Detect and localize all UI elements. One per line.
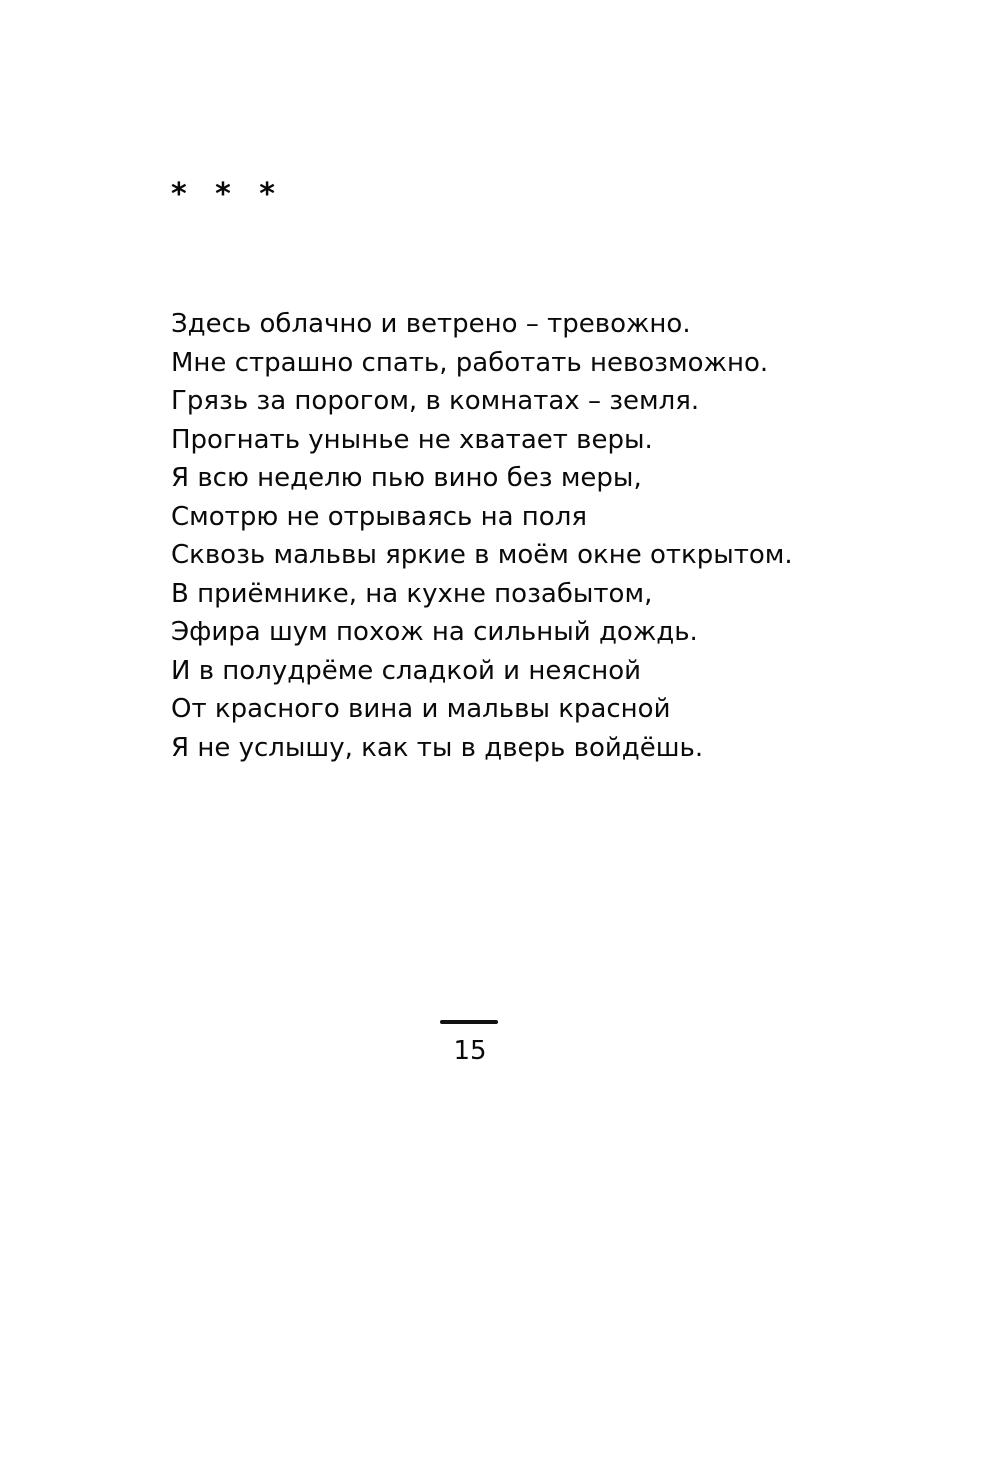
page-number: 15 — [453, 1036, 487, 1066]
poem-line: Сквозь мальвы яркие в моём окне открытом. — [171, 540, 793, 570]
poem-line: Прогнать унынье не хватает веры. — [171, 424, 653, 455]
poem — [171, 305, 931, 767]
poem-line: Я не услышу, как ты в дверь войдёшь. — [171, 732, 704, 763]
poem-line: От красного вина и мальвы красной — [171, 694, 671, 724]
footer-rule — [440, 1020, 498, 1024]
poem-line: Грязь за порогом, в комнатах – земля. — [171, 386, 700, 416]
poem-line: Эфира шум похож на сильный дождь. — [171, 617, 698, 647]
poem-line: Здесь облачно и ветрено – тревожно. — [171, 309, 691, 339]
poem-line: В приёмнике, на кухне позабытом, — [171, 578, 653, 609]
poem-line: Я всю неделю пью вино без меры, — [171, 463, 642, 493]
poem-line: И в полудрёме сладкой и неясной — [171, 655, 642, 686]
section-separator: * * * — [171, 177, 275, 212]
poem-line: Смотрю не отрываясь на поля — [171, 501, 587, 532]
poem-line: Мне страшно спать, работать невозможно. — [171, 347, 769, 378]
